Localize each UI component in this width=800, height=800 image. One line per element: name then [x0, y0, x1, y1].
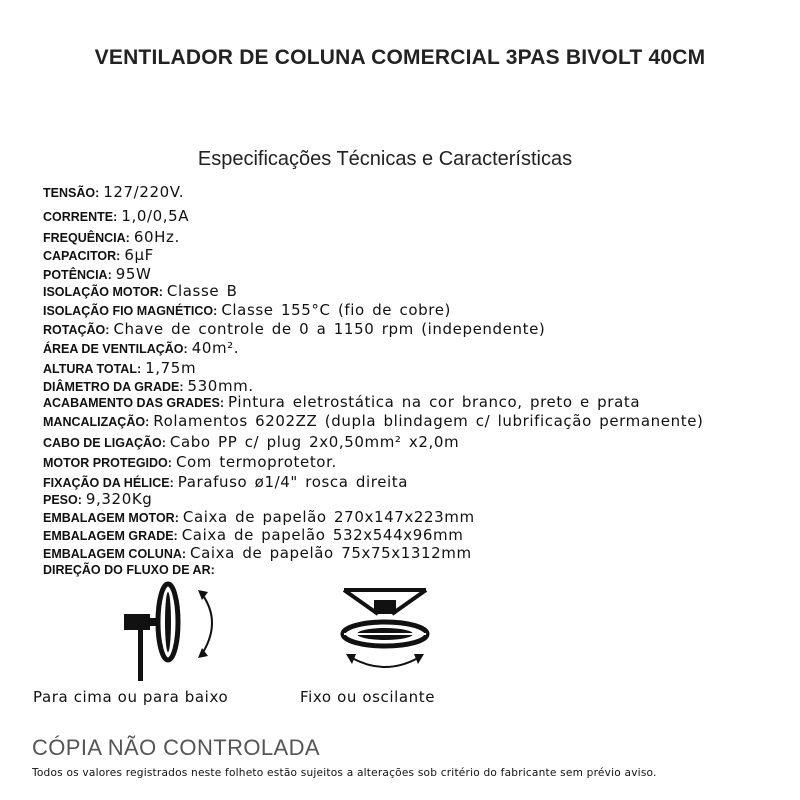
- oscillate-caption: Fixo ou oscilante: [300, 688, 436, 706]
- spec-value: Chave de controle de 0 a 1150 rpm (independente): [113, 320, 546, 338]
- spec-value: 1,0/0,5A: [121, 207, 190, 225]
- spec-row-potencia: [43, 265, 151, 283]
- tilt-fan-icon: [110, 578, 235, 683]
- spec-label: EMBALAGEM GRADE:: [43, 529, 178, 543]
- spec-row-motor-protegido: [43, 453, 337, 471]
- spec-label: ÁREA DE VENTILAÇÃO:: [43, 342, 188, 356]
- spec-row-acabamento: [43, 393, 640, 411]
- spec-label: ISOLAÇÃO FIO MAGNÉTICO:: [43, 304, 218, 318]
- spec-row-rotacao: [43, 320, 545, 338]
- spec-value: Caixa de papelão 75x75x1312mm: [190, 544, 472, 562]
- spec-row-frequencia: [43, 228, 180, 246]
- spec-label: CORRENTE:: [43, 210, 118, 224]
- spec-row-direcao-fluxo: [43, 560, 219, 578]
- spec-value: Classe 155°C (fio de cobre): [221, 301, 451, 319]
- spec-label: DIÂMETRO DA GRADE:: [43, 380, 184, 394]
- spec-label: ALTURA TOTAL:: [43, 362, 142, 376]
- spec-label: FIXAÇÃO DA HÉLICE:: [43, 476, 174, 490]
- spec-row-fixacao-helice: [43, 473, 408, 491]
- spec-label: FREQUÊNCIA:: [43, 231, 130, 245]
- spec-label: DIREÇÃO DO FLUXO DE AR:: [43, 563, 215, 577]
- spec-row-capacitor: [43, 246, 154, 264]
- spec-value: 530mm.: [187, 377, 254, 395]
- spec-label: PESO:: [43, 493, 82, 507]
- spec-value: 6µF: [124, 246, 154, 264]
- disclaimer-note: Todos os valores registrados neste folheto estão sujeitos a alterações sob critério do fabricante sem prévio aviso.: [32, 767, 657, 779]
- spec-row-isolacao-motor: [43, 282, 237, 300]
- spec-value: Classe B: [166, 282, 238, 300]
- uncontrolled-copy-stamp: CÓPIA NÃO CONTROLADA: [32, 735, 320, 760]
- spec-label: ISOLAÇÃO MOTOR:: [43, 285, 163, 299]
- spec-value: 95W: [115, 265, 152, 283]
- spec-label: CAPACITOR:: [43, 249, 121, 263]
- spec-value: Rolamentos 6202ZZ (dupla blindagem c/ lubrificação permanente): [153, 412, 704, 430]
- oscillate-fan-icon: [330, 582, 440, 682]
- spec-value: 1,75m: [145, 359, 197, 377]
- spec-label: CABO DE LIGAÇÃO:: [43, 436, 166, 450]
- spec-label: EMBALAGEM COLUNA:: [43, 547, 187, 561]
- spec-label: ACABAMENTO DAS GRADES:: [43, 396, 225, 410]
- spec-row-embalagem-motor: [43, 508, 475, 526]
- spec-label: MOTOR PROTEGIDO:: [43, 456, 172, 470]
- spec-value: 127/220V.: [103, 183, 185, 201]
- spec-value: Caixa de papelão 532x544x96mm: [181, 526, 464, 544]
- spec-value: Parafuso ø1/4" rosca direita: [177, 473, 409, 491]
- spec-row-embalagem-grade: [43, 526, 463, 544]
- spec-value: 60Hz.: [133, 228, 180, 246]
- spec-row-area-ventilacao: [43, 339, 239, 357]
- spec-value: 40m².: [191, 339, 240, 357]
- spec-value: Caixa de papelão 270x147x223mm: [182, 508, 475, 526]
- specs-heading: Especificações Técnicas e Características: [197, 148, 573, 170]
- spec-row-altura-total: [43, 359, 196, 377]
- tilt-caption: Para cima ou para baixo: [33, 688, 229, 706]
- spec-row-mancalizacao: [43, 412, 703, 430]
- spec-label: MANCALIZAÇÃO:: [43, 415, 150, 429]
- spec-label: ROTAÇÃO:: [43, 323, 110, 337]
- spec-row-isolacao-fio: [43, 301, 451, 319]
- spec-value: 9,320Kg: [85, 490, 153, 508]
- document-title: VENTILADOR DE COLUNA COMERCIAL 3PAS BIVOLT 40CM: [94, 46, 706, 69]
- spec-value: Com termoprotetor.: [175, 453, 337, 471]
- spec-row-peso: [43, 490, 152, 508]
- spec-label: TENSÃO:: [43, 186, 100, 200]
- spec-value: Pintura eletrostática na cor branco, preto e prata: [228, 393, 641, 411]
- spec-row-cabo-ligacao: [43, 433, 459, 451]
- spec-label: EMBALAGEM MOTOR:: [43, 511, 179, 525]
- spec-row-tensao: [43, 183, 184, 201]
- spec-row-corrente: [43, 207, 189, 225]
- spec-value: Cabo PP c/ plug 2x0,50mm² x2,0m: [169, 433, 460, 451]
- spec-label: POTÊNCIA:: [43, 268, 112, 282]
